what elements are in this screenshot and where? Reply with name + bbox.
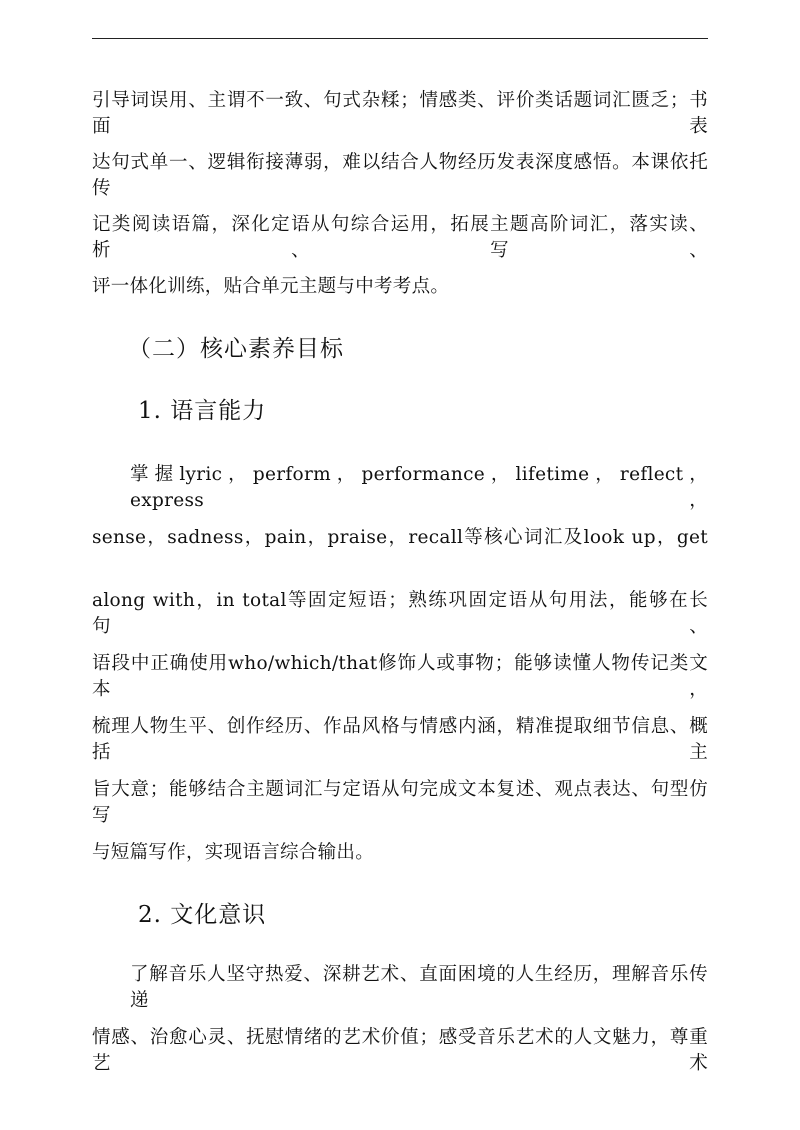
paragraph-line: 语段中正确使用who/which/that修饰人或事物；能够读懂人物传记类文本， <box>92 653 708 700</box>
subsection-heading-culture: 2. 文化意识 <box>138 902 267 928</box>
paragraph-line: 评一体化训练，贴合单元主题与中考考点。 <box>92 276 450 297</box>
paragraph-line: 达句式单一、逻辑衔接薄弱，难以结合人物经历发表深度感悟。本课依托传 <box>92 152 708 199</box>
paragraph-line: along with，in total等固定短语；熟练巩固定语从句用法，能够在长句、 <box>92 590 708 637</box>
paragraph-line: 了解音乐人坚守热爱、深耕艺术、直面困境的人生经历，理解音乐传递 <box>130 964 708 1011</box>
paragraph-line: sense，sadness，pain，praise，recall等核心词汇及look up，get <box>92 527 708 548</box>
header-rule <box>92 38 708 39</box>
paragraph-line: 旨大意；能够结合主题词汇与定语从句完成文本复述、观点表达、句型仿写 <box>92 779 708 826</box>
paragraph-line: 情感、治愈心灵、抚慰情绪的艺术价值；感受音乐艺术的人文魅力，尊重艺术 <box>92 1027 708 1074</box>
section-heading: （二）核心素养目标 <box>128 336 344 362</box>
paragraph-line: 掌握lyric，perform，performance，lifetime，reflect，express， <box>130 464 708 511</box>
paragraph-line: 梳理人物生平、创作经历、作品风格与情感内涵，精准提取细节信息、概括主 <box>92 716 708 763</box>
subsection-heading-language: 1. 语言能力 <box>138 398 267 424</box>
paragraph-line: 与短篇写作，实现语言综合输出。 <box>92 842 375 863</box>
paragraph-line: 记类阅读语篇，深化定语从句综合运用，拓展主题高阶词汇，落实读、析、写、 <box>92 214 708 261</box>
paragraph-line: 引导词误用、主谓不一致、句式杂糅；情感类、评价类话题词汇匮乏；书面表 <box>92 90 708 137</box>
